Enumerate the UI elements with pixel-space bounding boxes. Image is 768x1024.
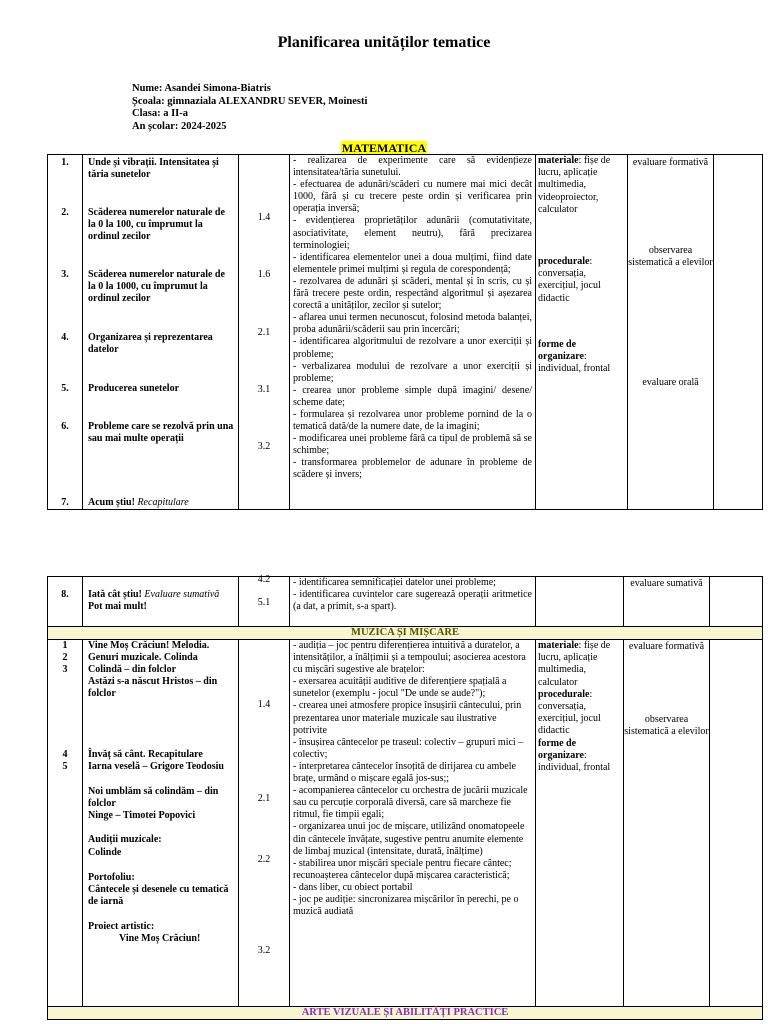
school-year: An școlar: 2024-2025 — [132, 120, 227, 132]
activity-item: - joc pe audiție: sincronizarea mișcărilor în perechi, pe o muzică audiată — [293, 893, 519, 918]
resources-materials-text: : fișe de lucru, aplicație multimedia, calculator — [538, 640, 611, 688]
unit-number: 1. — [61, 157, 69, 168]
competence-code: 2.2 — [257, 854, 271, 865]
math8-title-cell — [83, 577, 239, 627]
math-table — [47, 154, 763, 510]
unit-title: Noi umblăm să colindăm – din folclor — [88, 786, 219, 810]
page-title: Planificarea unităților tematice — [277, 34, 491, 51]
competence-code: 1.4 — [257, 212, 271, 223]
competence-code: 3.2 — [257, 945, 271, 956]
teacher-name: Nume: Asandei Simona-Biatris — [132, 83, 271, 94]
math-resources-cell — [536, 155, 628, 510]
activity-item: - stabilirea unor mișcări speciale pentru fiecare cântec; recunoașterea cântecelor după mișcarea caracteristică; — [293, 857, 512, 881]
unit-title: Învăț să cânt. Recapitulare — [88, 749, 203, 760]
unit-number: 3. — [61, 269, 69, 280]
unit-subtitle: Portofoliu: — [88, 872, 135, 883]
math8-competences-cell — [239, 574, 290, 627]
math-numbers-cell — [48, 155, 83, 510]
competence-code: 1.6 — [257, 269, 271, 280]
activity-item: - interpretarea cântecelor însoțită de dirijarea cu ambele brațe, urmând o mișcare egală jos-sus;; — [293, 760, 516, 785]
resources-materials-text: : fișe de lucru, aplicație multimedia, videoproiector, calculator — [538, 155, 611, 215]
unit-number: 4 — [62, 749, 68, 760]
evaluation-item: evaluare orală — [642, 377, 699, 388]
math8-evaluation-cell — [624, 577, 710, 627]
competence-code: 3.2 — [257, 441, 271, 452]
unit-title-italic: Evaluare sumativă — [144, 589, 220, 600]
teacher-info — [132, 83, 367, 133]
activity-item: - formularea și rezolvarea unor probleme pornind de la o tematică dată/de la numere date, de la imagini; — [293, 408, 532, 433]
class-name: Clasa: a II-a — [132, 108, 189, 120]
competence-code: 2.1 — [257, 793, 271, 804]
math-row — [48, 155, 763, 510]
unit-title — [88, 497, 235, 509]
math8-activities-cell — [290, 577, 536, 627]
unit-title: Vine Moș Crăciun! Melodia. — [88, 640, 210, 651]
resources-procedural — [538, 689, 621, 738]
math-titles-cell — [83, 155, 239, 510]
music-titles-cell — [83, 640, 239, 1007]
activity-item: - crearea unor probleme simple după imagini/ desene/ scheme date; — [293, 384, 532, 408]
unit-title-italic: Recapitulare — [137, 497, 189, 508]
resources-materials-label: materiale — [538, 640, 579, 651]
music-competences-cell — [239, 640, 290, 1007]
math-activities-cell — [290, 155, 536, 510]
activity-item: - transformarea problemelor de adunare în probleme de scădere și invers; — [293, 457, 532, 481]
math8-resources-cell — [536, 577, 624, 627]
unit-title-extra: Pot mai mult! — [88, 601, 147, 612]
evaluation-item: observarea sistematică a elevilor — [628, 245, 713, 269]
music-resources-cell — [536, 640, 624, 1007]
music-observations-cell — [710, 640, 763, 1007]
music-activities-cell — [290, 640, 536, 1007]
activity-item: - realizarea de experimente care să evidențieze intensitatea/tăria sunetului. — [293, 155, 532, 179]
unit-number: 7. — [61, 497, 69, 508]
section-title-arts: ARTE VIZUALE ȘI ABILITĂȚI PRACTICE — [48, 1007, 763, 1020]
activity-item: - audiția – joc pentru diferențierea intuitivă a duratelor, a intensităților, a înălțimii și a tempoului; asocierea acestora cu mișcări sugestive ale brațelor: — [293, 640, 526, 676]
activity-item: - efectuarea de adunări/scăderi cu numere mai mici decât 1000, fără și cu trecere peste ordin și verificarea prin operația inversă; — [293, 179, 532, 215]
resources-materials — [538, 155, 625, 216]
activity-item: - modificarea unei probleme fără ca tipul de problemă să se schimbe; — [293, 433, 532, 457]
evaluation-item: observarea sistematică a elevilor — [624, 714, 709, 738]
arts-header-row — [48, 1007, 763, 1020]
unit-title — [88, 589, 238, 601]
activity-item: - acompanierea cântecelor cu orchestra de jucării muzicale sau cu percuție corporală diversă, care să marcheze fie ritmul, fie timpii egali; — [293, 785, 528, 821]
unit-title: Ninge – Timotei Popovici — [88, 810, 196, 821]
activity-item: - exersarea acuității auditive de diferențiere spațială a sunetelor (exemplu - jocul "De unde se aude?"); — [293, 676, 507, 700]
activity-item: - identificarea semnificației datelor unei probleme; — [293, 577, 496, 588]
unit-number: 5 — [62, 761, 68, 772]
unit-title: Cântecele și desenele cu tematică de iarnă — [88, 884, 229, 908]
competence-code: 3.1 — [257, 384, 271, 395]
unit-title: Organizarea și reprezentarea datelor — [88, 332, 213, 356]
unit-title-bold: Iată cât știu! — [88, 589, 142, 600]
math-evaluation-cell — [628, 155, 714, 510]
competence-code: 2.1 — [257, 327, 271, 338]
resources-organization-text: : individual, frontal — [538, 351, 611, 375]
resources-procedural-text: : conversația, exercițiul, jocul didactic — [538, 688, 601, 737]
math8-number-cell — [48, 577, 83, 627]
activity-item: - identificarea cuvintelor care sugerează operații aritmetice (a dat, a primit, s-a spart). — [293, 589, 532, 613]
unit-subtitle: Proiect artistic: — [88, 921, 155, 932]
resources-organization — [538, 738, 621, 775]
resources-organization-text: : individual, frontal — [538, 749, 611, 774]
unit-number: 3 — [62, 664, 68, 675]
unit-title: Colinde — [88, 847, 122, 858]
unit-number: 6. — [61, 421, 69, 432]
math-observations-cell — [714, 155, 763, 510]
unit-title: Colindă – din folclor — [88, 664, 177, 675]
unit-title: Iarna veselă – Grigore Teodosiu — [88, 761, 224, 772]
math-row-8 — [48, 577, 763, 627]
unit-title: Probleme care se rezolvă prin una sau mai multe operații — [88, 421, 234, 445]
activity-item: - însușirea cântecelor pe traseul: colectiv – grupuri mici – colectiv; — [293, 736, 524, 760]
resources-procedural — [538, 256, 625, 305]
resources-procedural-label: procedurale — [538, 688, 590, 700]
unit-number: 5. — [61, 383, 69, 394]
activity-item: - dans liber, cu obiect portabil — [293, 881, 413, 893]
activity-item: - organizarea unui joc de mișcare, utilizând onomatopeele din cântecele învățate, sugestive pentru anumite elemente de limbaj muzical (intensitate, durată, înălțime) — [293, 821, 525, 857]
unit-title: Vine Moș Crăciun! — [119, 933, 201, 944]
unit-number: 2 — [62, 652, 68, 663]
competence-code: 1.4 — [257, 699, 271, 710]
unit-number: 1 — [62, 640, 68, 651]
activity-item: - verbalizarea modului de rezolvare a unor exerciții și probleme; — [293, 360, 532, 384]
resources-organization-label: forme de organizare — [538, 338, 584, 363]
section-title-music: MUZICA ȘI MIȘCARE — [48, 627, 763, 640]
unit-title: Unde și vibrații. Intensitatea și tăria sunetelor — [88, 157, 219, 181]
unit-number: 8. — [61, 589, 69, 600]
evaluation-item: evaluare sumativă — [630, 578, 703, 589]
resources-organization — [538, 339, 625, 376]
activity-item: - crearea unei atmosfere propice însușirii cântecului, prin prezentarea unor materiale muzicale sau ilustrative potrivite — [293, 700, 522, 736]
activity-item: - identificarea algoritmului de rezolvare a unor exerciții și probleme; — [293, 336, 532, 360]
resources-procedural-text: : conversația, exercițiul, jocul didactic — [538, 256, 601, 304]
music-numbers-cell — [48, 640, 83, 1007]
math8-observations-cell — [710, 577, 763, 627]
unit-number: 2. — [61, 207, 69, 218]
unit-title-bold: Acum știu! — [88, 497, 135, 508]
resources-organization-label: forme de organizare — [538, 737, 584, 761]
evaluation-item: evaluare formativă — [632, 157, 709, 168]
competence-code: 5.1 — [257, 597, 271, 608]
math-competences-cell — [239, 155, 290, 510]
unit-title: Scăderea numerelor naturale de la 0 la 100, cu împrumut la ordinul zecilor — [88, 207, 225, 243]
activity-item: - identificarea elementelor unei a doua mulțimi, fiind date elementele primei mulțimi și regula de corespondență; — [293, 251, 532, 275]
math-heading: MATEMATICA — [341, 141, 427, 155]
school-name: Școala: gimnaziala ALEXANDRU SEVER, Moinesti — [132, 95, 368, 107]
evaluation-item: evaluare formativă — [628, 641, 705, 652]
unit-title: Genuri muzicale. Colinda — [88, 652, 198, 663]
resources-procedural-label: procedurale — [538, 256, 590, 268]
music-evaluation-cell — [624, 640, 710, 1007]
unit-subtitle: Audiții muzicale: — [88, 834, 162, 845]
unit-title: Producerea sunetelor — [88, 383, 180, 394]
plan-table-page2 — [47, 576, 763, 1020]
resources-materials-label: materiale — [538, 155, 579, 166]
activity-item: - evidențierea proprietăților adunării (comutativitate, asociativitate, element neutru), fără precizarea terminologiei; — [293, 215, 532, 251]
music-header-row — [48, 627, 763, 640]
unit-title: Astăzi s-a născut Hristos – din folclor — [88, 676, 218, 700]
unit-title: Scăderea numerelor naturale de la 0 la 1000, cu împrumut la ordinul zecilor — [88, 269, 225, 305]
competence-code: 4.2 — [257, 574, 271, 585]
resources-materials — [538, 640, 621, 689]
music-row — [48, 640, 763, 1007]
activity-item: - rezolvarea de adunări și scăderi, mental și în scris, cu și fără trecere peste ordin, respectând algoritmul și așezarea corectă a unităților, zecilor și sutelor; — [293, 275, 532, 312]
unit-number: 4. — [61, 332, 69, 343]
activity-item: - aflarea unui termen necunoscut, folosind metoda balanței, proba adunării/scăderii sau prin încercări; — [293, 312, 532, 336]
